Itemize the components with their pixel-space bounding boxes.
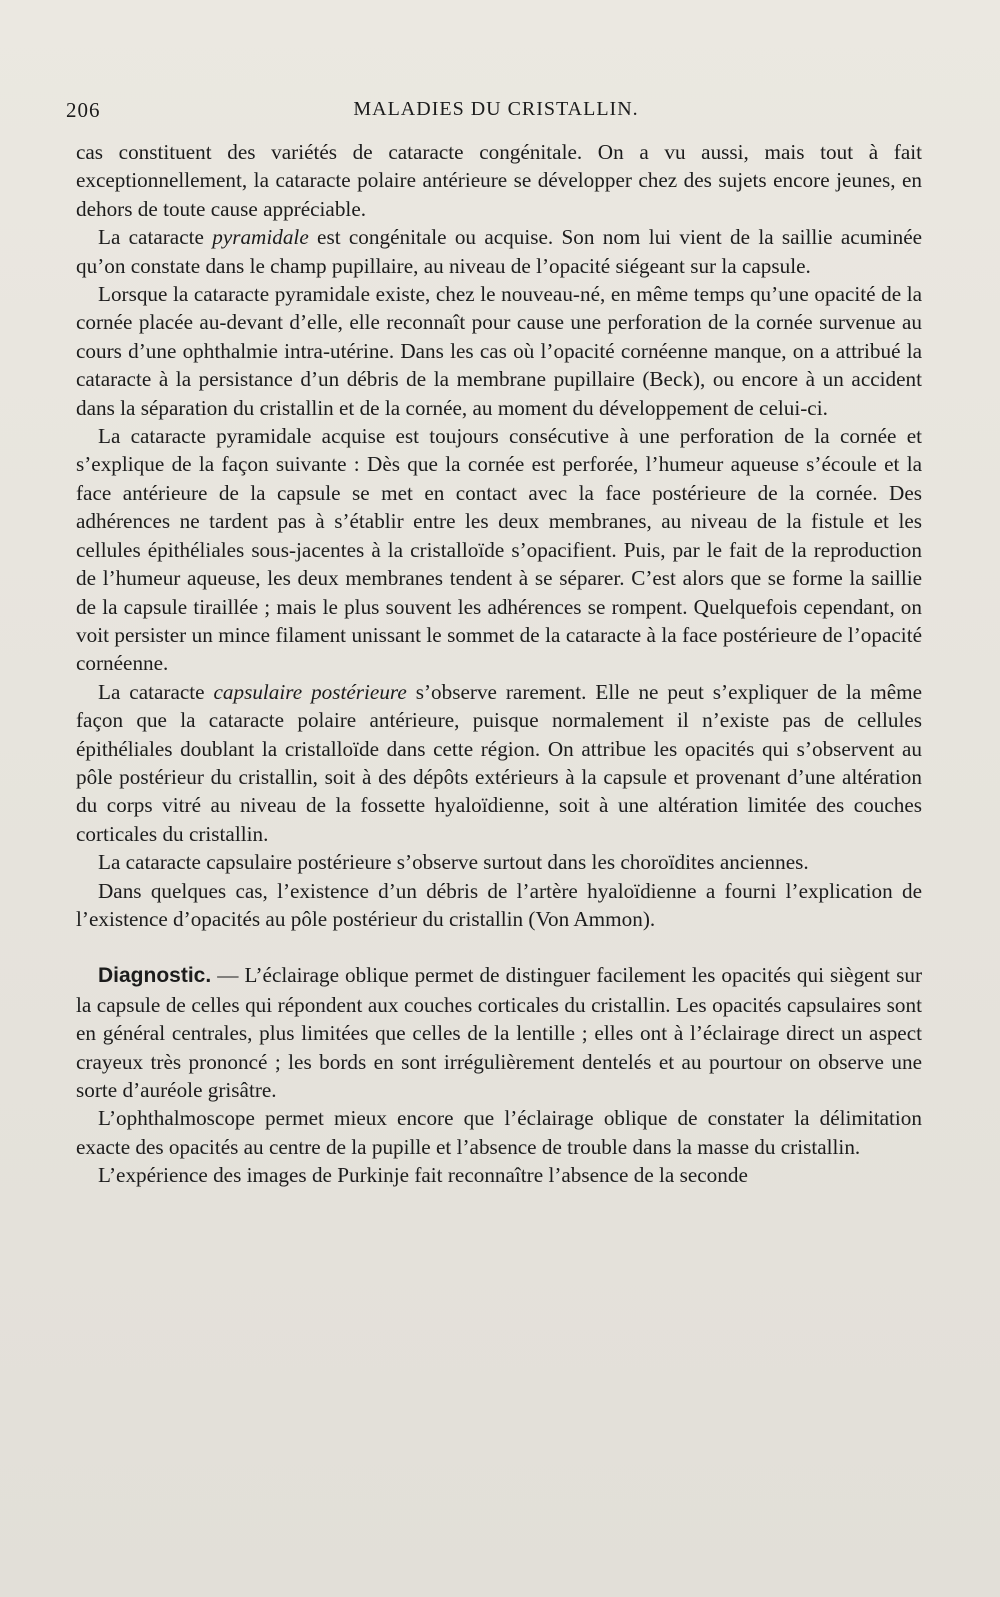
body-text bbox=[76, 138, 922, 1190]
paragraph-posterior-capsular bbox=[76, 678, 922, 848]
running-title: MALADIES DU CRISTALLIN. bbox=[353, 98, 639, 120]
paragraph-congenital-varieties: cas constituent des variétés de cataracte congénitale. On a vu aussi, mais tout à fait exceptionnellement, la cataracte polaire antérieure se développer chez des sujets encore jeunes, en dehors de toute cause appréciable. bbox=[76, 140, 922, 221]
paragraph-acquired-pyramidal: La cataracte pyramidale acquise est toujours consécutive à une perforation de la cornée et s’explique de la façon suivante : Dès que la cornée est perforée, l’humeur aqueuse s’écoule et la face antérieure de la capsule se met en contact avec la face postérieure de la cornée. Des adhérences ne tardent pas à s’établir entre les deux membranes, au niveau de la fistule et les cellules épithéliales sous-jacentes à la cristalloïde s’opacifient. Puis, par le fait de la reproduction de l’humeur aqueuse, les deux membranes tendent à se séparer. C’est alors que se forme la saillie de la capsule tiraillée ; mais le plus souvent les adhérences se rompent. Quelquefois cependant, on voit persister un mince filament unissant le sommet de la cataracte à la face postérieure de l’opacité cornéenne. bbox=[76, 424, 922, 676]
paragraph-purkinje: L’expérience des images de Purkinje fait reconnaître l’absence de la seconde bbox=[98, 1163, 748, 1188]
italic-term: pyramidale bbox=[212, 225, 309, 250]
section-heading: Diagnostic. bbox=[98, 964, 212, 988]
paragraph-choroiditis: La cataracte capsulaire postérieure s’observe surtout dans les choroïdites anciennes. bbox=[98, 850, 809, 875]
paragraph-text: est congénitale ou acquise. Son nom lui vient de la saillie acuminée qu’on constate dans le champ pupillaire, au niveau de l’opacité siégeant sur la capsule. bbox=[76, 225, 923, 278]
page-header bbox=[66, 96, 926, 126]
paragraph-newborn-pyramidal: Lorsque la cataracte pyramidale existe, chez le nouveau-né, en même temps qu’une opacité de la cornée placée au-devant d’elle, elle reconnaît pour cause une perforation de la cornée survenue au cours d’une ophthalmie intra-utérine. Dans les cas où l’opacité cornéenne manque, on a attribué la cataracte à la persistance d’un débris de la membrane pupillaire (Beck), ou encore à un accident dans la séparation du cristallin et de la cornée, au moment du développement de celui-ci. bbox=[76, 282, 922, 420]
paragraph-pyramidal-cataract bbox=[76, 223, 922, 280]
paragraph-text: — L’éclairage oblique permet de distinguer facilement les opacités qui siègent sur la capsule de celles qui répondent aux couches corticales du cristallin. Les opacités capsulaires sont en général centrales, plus limitées que celles de la lentille ; elles ont à l’éclairage direct un aspect crayeux très prononcé ; les bords en sont irrégulièrement dentelés et au pourtour on observe une sorte d’auréole grisâtre. bbox=[76, 963, 923, 1102]
paragraph-hyaloid-artery: Dans quelques cas, l’existence d’un débris de l’artère hyaloïdienne a fourni l’explication de l’existence d’opacités au pôle postérieur du cristallin (Von Ammon). bbox=[76, 878, 922, 931]
paragraph-diagnostic bbox=[76, 961, 922, 1104]
paragraph-text: La cataracte bbox=[98, 225, 204, 250]
italic-term: capsulaire postérieure bbox=[213, 679, 407, 704]
paragraph-text: La cataracte bbox=[98, 679, 205, 704]
page-number: 206 bbox=[66, 98, 101, 122]
paragraph-text: s’observe rarement. Elle ne peut s’expliquer de la même façon que la cataracte polaire antérieure, puisque normalement il n’existe pas de cellules épithéliales doublant la cristalloïde dans cette région. On attribue les opacités qui s’observent au pôle postérieur du cristallin, soit à des dépôts extérieurs à la capsule et provenant d’une altération du corps vitré au niveau de la fossette hyaloïdienne, soit à une altération limitée des couches corticales du cristallin. bbox=[76, 679, 922, 846]
paragraph-ophthalmoscope: L’ophthalmoscope permet mieux encore que l’éclairage oblique de constater la délimitation exacte des opacités au centre de la pupille et l’absence de trouble dans la masse du cristallin. bbox=[76, 1106, 922, 1159]
